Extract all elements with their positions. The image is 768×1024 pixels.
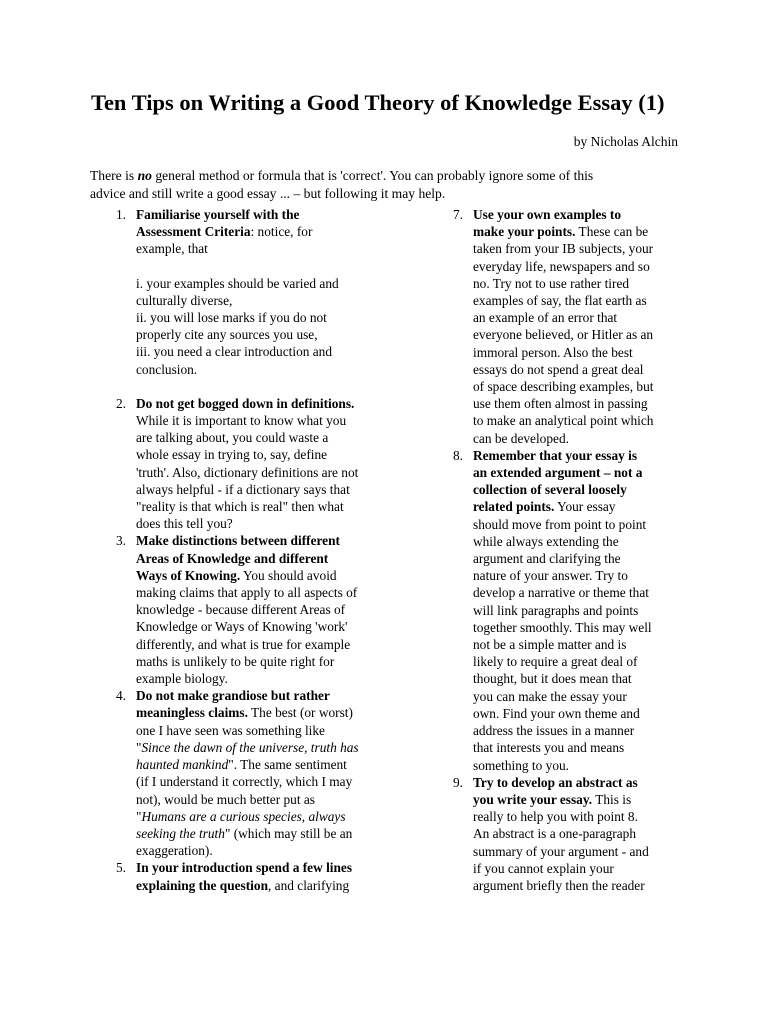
body-text: argument briefly then the reader — [473, 877, 645, 893]
tip-line — [473, 653, 682, 670]
body-text: you can make the essay your — [473, 688, 627, 704]
bold-text: Remember that your essay is — [473, 447, 638, 463]
list-number: 8. — [452, 447, 463, 463]
body-text: This is — [592, 791, 632, 807]
body-text: summary of your argument - and — [473, 843, 649, 859]
body-text: an example of an error that — [473, 310, 618, 326]
tip-line — [473, 722, 682, 739]
body-text: essays do not spend a great deal — [473, 361, 644, 377]
intro-paragraph — [90, 167, 690, 202]
tip-line — [473, 395, 682, 412]
author-byline: by Nicholas Alchin — [573, 134, 678, 149]
tip-line — [136, 584, 400, 601]
tip-line — [136, 223, 400, 240]
body-text: maths is unlikely to be quite right for — [136, 653, 335, 669]
list-number: 3. — [115, 533, 126, 549]
bold-text: Do not get bogged down in definitions. — [136, 395, 355, 411]
body-text: really to help you with point 8. — [473, 809, 638, 825]
body-text: knowledge - because different Areas of — [136, 602, 346, 618]
body-text: example, that — [136, 241, 208, 257]
body-text: example biology. — [136, 671, 228, 687]
tip-item-3 — [100, 532, 400, 687]
tip-line — [473, 292, 682, 309]
tip-line — [136, 240, 400, 257]
bold-text: Make distinctions between different — [136, 533, 340, 549]
body-text: , and clarifying — [268, 877, 350, 893]
body-text: one I have seen was something like — [136, 722, 325, 738]
intro-text: There is — [90, 168, 138, 183]
bold-text: Try to develop an abstract as — [473, 774, 638, 790]
body-text: of space describing examples, but — [473, 379, 654, 395]
tip-line — [136, 395, 400, 412]
tip-line — [136, 361, 400, 378]
intro-text: general method or formula that is 'correct'. You can probably ignore some of this — [151, 168, 594, 183]
bold-text: In your introduction spend a few lines — [136, 860, 353, 876]
tip-line — [136, 206, 400, 223]
tip-line — [136, 601, 400, 618]
tip-line — [473, 240, 682, 257]
tip-line — [136, 704, 400, 721]
body-text: conclusion. — [136, 361, 198, 377]
italic-text: Since the dawn of the universe, truth has — [141, 739, 359, 755]
body-text: (if I understand it correctly, which I may — [136, 774, 353, 790]
tip-line — [136, 756, 400, 773]
bold-text: Use your own examples to — [473, 207, 622, 222]
tip-line — [136, 343, 400, 360]
tip-line — [473, 309, 682, 326]
body-text: everyone believed, or Hitler as an — [473, 327, 654, 343]
body-text: always helpful - if a dictionary says that — [136, 481, 350, 497]
bold-text: Familiarise yourself with the — [136, 207, 300, 222]
body-text: no. Try not to use rather tired — [473, 275, 630, 291]
body-text: An abstract is a one-paragraph — [473, 826, 637, 842]
list-number: 1. — [115, 207, 126, 222]
tip-item-2 — [100, 395, 400, 533]
tip-item-4 — [100, 687, 400, 859]
bold-text: you write your essay. — [473, 791, 593, 807]
body-text: use them often almost in passing — [473, 396, 648, 412]
tip-line — [473, 533, 682, 550]
body-text: making claims that apply to all aspects of — [136, 585, 358, 601]
list-number: 4. — [115, 688, 126, 704]
tip-item-5 — [100, 859, 400, 893]
intro-line: advice and still write a good essay ... – but following it may help. — [90, 185, 446, 201]
tip-item-8 — [437, 447, 682, 774]
tip-line — [473, 843, 682, 860]
tip-line — [473, 860, 682, 877]
bold-text: Ways of Knowing. — [136, 567, 241, 583]
tip-line — [473, 378, 682, 395]
tip-line — [473, 739, 682, 756]
bold-text: related points. — [473, 499, 555, 515]
body-text: 'truth'. Also, dictionary definitions are not — [136, 464, 359, 480]
body-text: can be developed. — [473, 430, 569, 446]
italic-text: Humans are a curious species, always — [141, 808, 346, 824]
tip-line — [136, 808, 400, 825]
tips-column-left — [100, 206, 400, 894]
bold-text: Areas of Knowledge and different — [136, 550, 329, 566]
body-text: something to you. — [473, 757, 569, 773]
tip-line — [136, 481, 400, 498]
tip-item-9 — [437, 774, 682, 894]
tip-line — [136, 825, 400, 842]
tip-line — [473, 412, 682, 429]
italic-text: seeking the truth — [136, 825, 225, 841]
tip-line — [136, 464, 400, 481]
tip-line — [136, 653, 400, 670]
tip-line — [136, 567, 400, 584]
body-text: examples of say, the flat earth as — [473, 293, 647, 309]
tip-line — [473, 567, 682, 584]
body-text: likely to require a great deal of — [473, 654, 638, 670]
body-text: differently, and what is true for example — [136, 636, 351, 652]
tip-line — [136, 791, 400, 808]
tip-line — [136, 859, 400, 876]
body-text: i. your examples should be varied and — [136, 275, 339, 291]
tip-line — [473, 326, 682, 343]
tip-line — [473, 808, 682, 825]
tip-line — [473, 275, 682, 292]
tip-line — [136, 446, 400, 463]
body-text: Knowledge or Ways of Knowing 'work' — [136, 619, 348, 635]
tips-column-right — [437, 206, 682, 894]
tip-line — [473, 757, 682, 774]
body-text: not), would be much better put as — [136, 791, 315, 807]
tip-line — [473, 636, 682, 653]
bold-text: explaining the question — [136, 877, 268, 893]
blank-line — [136, 258, 400, 275]
tip-line — [473, 550, 682, 567]
body-text: should move from point to point — [473, 516, 647, 532]
tip-line — [136, 326, 400, 343]
tip-item-7 — [437, 206, 682, 447]
tip-line — [136, 773, 400, 790]
body-text: iii. you need a clear introduction and — [136, 344, 333, 360]
list-number: 7. — [452, 207, 463, 222]
tip-line — [136, 292, 400, 309]
body-text: exaggeration). — [136, 843, 213, 859]
body-text: while always extending the — [473, 533, 619, 549]
body-text: While it is important to know what you — [136, 413, 347, 429]
tip-line — [473, 825, 682, 842]
tip-line — [473, 670, 682, 687]
tip-line — [136, 842, 400, 859]
bold-text: make your points. — [473, 224, 576, 240]
list-number: 9. — [452, 774, 463, 790]
body-text: Your essay — [554, 499, 616, 515]
body-text: that interests you and means — [473, 740, 625, 756]
body-text: immoral person. Also the best — [473, 344, 633, 360]
bold-text: Do not make grandiose but rather — [136, 688, 330, 704]
tip-line — [136, 618, 400, 635]
tip-line — [473, 602, 682, 619]
tip-line — [136, 309, 400, 326]
tip-line — [136, 670, 400, 687]
tip-line — [473, 877, 682, 894]
body-text: These can be — [575, 224, 649, 240]
tip-line — [473, 430, 682, 447]
intro-line — [90, 167, 690, 185]
tip-line — [473, 464, 682, 481]
tip-line — [473, 258, 682, 275]
tip-line — [473, 481, 682, 498]
tip-item-1 — [100, 206, 400, 395]
document-title: Ten Tips on Writing a Good Theory of Knowledge Essay (1) — [91, 90, 665, 115]
body-text: to make an analytical point which — [473, 413, 654, 429]
tip-line — [473, 584, 682, 601]
tip-line — [136, 739, 400, 756]
tip-line — [136, 275, 400, 292]
body-text: address the issues in a manner — [473, 723, 635, 739]
tip-line — [473, 774, 682, 791]
tip-line — [473, 361, 682, 378]
body-text: " — [136, 739, 142, 755]
body-text: argument and clarifying the — [473, 551, 621, 567]
body-text: nature of your answer. Try to — [473, 568, 628, 584]
body-text: does this tell you? — [136, 516, 233, 532]
tip-line — [136, 636, 400, 653]
tip-line — [473, 705, 682, 722]
tip-line — [136, 877, 400, 894]
tip-line — [136, 498, 400, 515]
body-text: taken from your IB subjects, your — [473, 241, 654, 257]
body-text: develop a narrative or theme that — [473, 585, 649, 601]
tip-line — [136, 722, 400, 739]
tip-line — [473, 516, 682, 533]
tip-line — [136, 687, 400, 704]
tip-line — [473, 447, 682, 464]
tip-line — [473, 688, 682, 705]
italic-text: haunted mankind — [136, 757, 229, 773]
tip-line — [136, 429, 400, 446]
tip-line — [136, 532, 400, 549]
tip-line — [136, 550, 400, 567]
tip-line — [473, 619, 682, 636]
body-text: are talking about, you could waste a — [136, 430, 329, 446]
body-text: will link paragraphs and points — [473, 602, 639, 618]
bold-text: collection of several loosely — [473, 482, 627, 498]
bold-text: an extended argument – not a — [473, 465, 643, 481]
tip-line — [473, 344, 682, 361]
body-text: " — [136, 808, 142, 824]
body-text: " (which may still be an — [224, 825, 353, 841]
body-text: if you cannot explain your — [473, 860, 614, 876]
body-text: culturally diverse, — [136, 292, 233, 308]
body-text: The best (or worst) — [247, 705, 353, 721]
tip-line — [473, 223, 682, 240]
body-text: : notice, for — [250, 224, 313, 240]
body-text: ". The same sentiment — [228, 757, 347, 773]
body-text: everyday life, newspapers and so — [473, 258, 650, 274]
body-text: properly cite any sources you use, — [136, 327, 318, 343]
body-text: whole essay in trying to, say, define — [136, 447, 328, 463]
body-text: not be a simple matter and is — [473, 637, 627, 653]
bold-text: meaningless claims. — [136, 705, 248, 721]
tip-line — [473, 498, 682, 515]
tip-line — [473, 206, 682, 223]
body-text: own. Find your own theme and — [473, 705, 640, 721]
blank-line — [136, 378, 400, 395]
tip-line — [136, 412, 400, 429]
body-text: "reality is that which is real" then what — [136, 499, 344, 515]
body-text: ii. you will lose marks if you do not — [136, 310, 327, 326]
body-text: thought, but it does mean that — [473, 671, 632, 687]
list-number: 5. — [115, 860, 126, 876]
bold-text: Assessment Criteria — [136, 224, 251, 240]
intro-emphasis: no — [137, 168, 152, 183]
body-text: together smoothly. This may well — [473, 619, 652, 635]
tip-line — [136, 515, 400, 532]
body-text: You should avoid — [240, 567, 337, 583]
list-number: 2. — [115, 395, 126, 411]
tip-line — [473, 791, 682, 808]
